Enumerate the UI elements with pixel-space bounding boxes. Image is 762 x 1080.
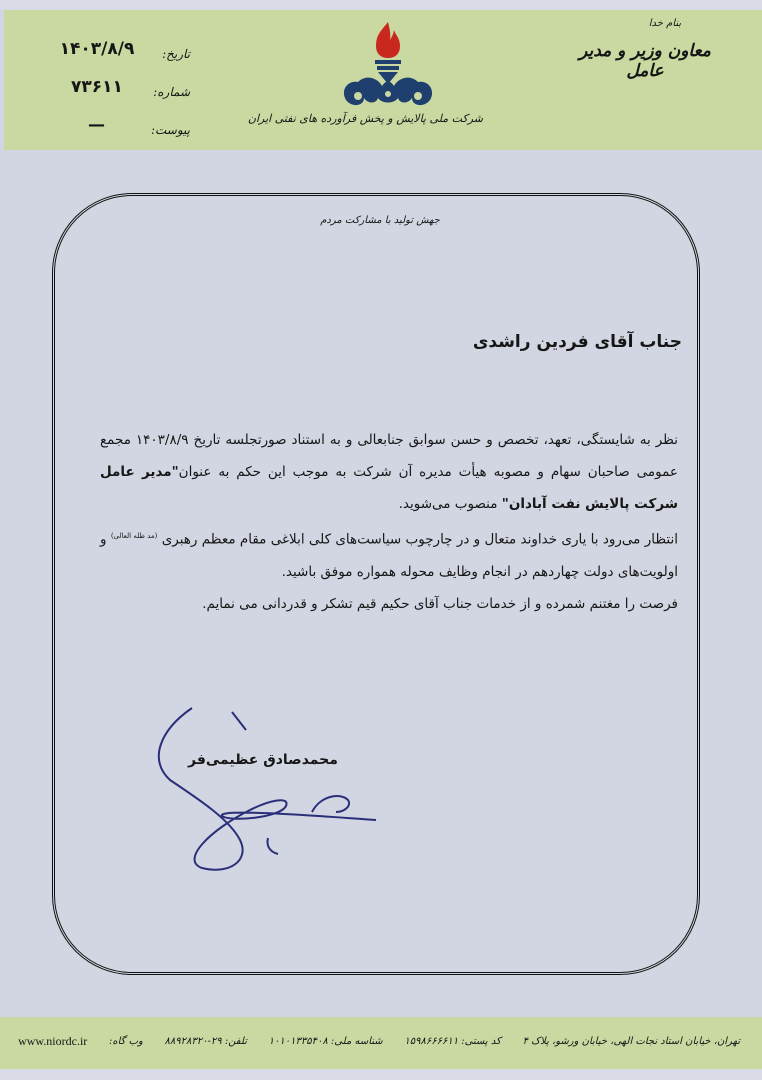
recipient-name: جناب آقای فردین راشدی [472, 332, 682, 352]
letter-meta [40, 30, 190, 144]
handwritten-signature-icon [140, 700, 400, 880]
slogan-text: جهش تولید با مشارکت مردم [320, 215, 440, 226]
p1-end: منصوب می‌شوید. [398, 496, 502, 512]
attachment-row [40, 106, 190, 144]
footer-national-id: شناسه ملی: ۱۰۱۰۱۳۳۵۴۰۸ [268, 1036, 383, 1047]
letterhead-office [560, 18, 730, 81]
nioc-flame-logo-icon [338, 20, 438, 110]
appointed-position: "مدیر عامل شرکت پالایش نفت آبادان" [100, 464, 678, 512]
date-row [40, 30, 190, 68]
letterhead-footer [0, 1017, 762, 1069]
invocation-text: بنام خدا [648, 18, 682, 29]
attachment-value: — [88, 115, 106, 135]
number-row [40, 68, 190, 106]
honorific: (مد ظله العالی) [110, 532, 158, 540]
number-label: شماره: [153, 85, 190, 99]
company-name: شرکت ملی پالایش و پخش فرآورده های نفتی ایران [247, 112, 483, 125]
paragraph-thanks: فرصت را مغتنم شمرده و از خدمات جناب آقای حکیم قیم تشکر و قدردانی می نمایم. [202, 595, 678, 612]
footer-postal-code: کد پستی: ۱۵۹۸۶۶۶۶۱۱ [404, 1036, 501, 1047]
page-top-edge [0, 0, 762, 10]
office-title: معاون وزیر و مدیر عامل [579, 41, 711, 81]
date-value: ۱۴۰۳/۸/۹ [59, 39, 135, 59]
footer-address: تهران، خیابان استاد نجات الهی، خیابان ورشو، پلاک ۴ [522, 1036, 740, 1047]
paragraph-appointment [100, 424, 678, 520]
letter-body [100, 424, 678, 620]
p2-end: و اولویت‌های دولت چهاردهم در انجام وظایف محوله همواره موفق باشید. [100, 531, 678, 580]
paragraph-expectation [100, 520, 678, 588]
footer-website-label: وب گاه: [108, 1036, 143, 1047]
footer-phone: تلفن: ۲۹-۸۸۹۲۸۳۲۰ [164, 1036, 247, 1047]
date-label: تاریخ: [162, 47, 190, 61]
company-logo [247, 20, 483, 140]
signer-name: محمدصادق عظیمی‌فر [188, 752, 338, 768]
page-bottom-edge [0, 1069, 762, 1080]
p2-text: انتظار می‌رود با یاری خداوند متعال و در چارچوب سیاست‌های کلی ابلاغی مقام معظم رهبری [161, 531, 678, 548]
footer-contact [18, 1034, 740, 1049]
attachment-label: پیوست: [150, 123, 190, 137]
footer-website-link[interactable]: www.niordc.ir [18, 1034, 88, 1048]
p1-text: نظر به شایستگی، تعهد، تخصص و حسن سوابق جنابعالی و به استناد صورتجلسه تاریخ ۱۴۰۳/۸/۹ مجمع عمومی صاحبان سهام و مصوبه هیأت مدیره آن شرکت به موجب این حکم به عنوان [100, 432, 678, 480]
number-value: ۷۳۶۱۱ [71, 77, 123, 97]
